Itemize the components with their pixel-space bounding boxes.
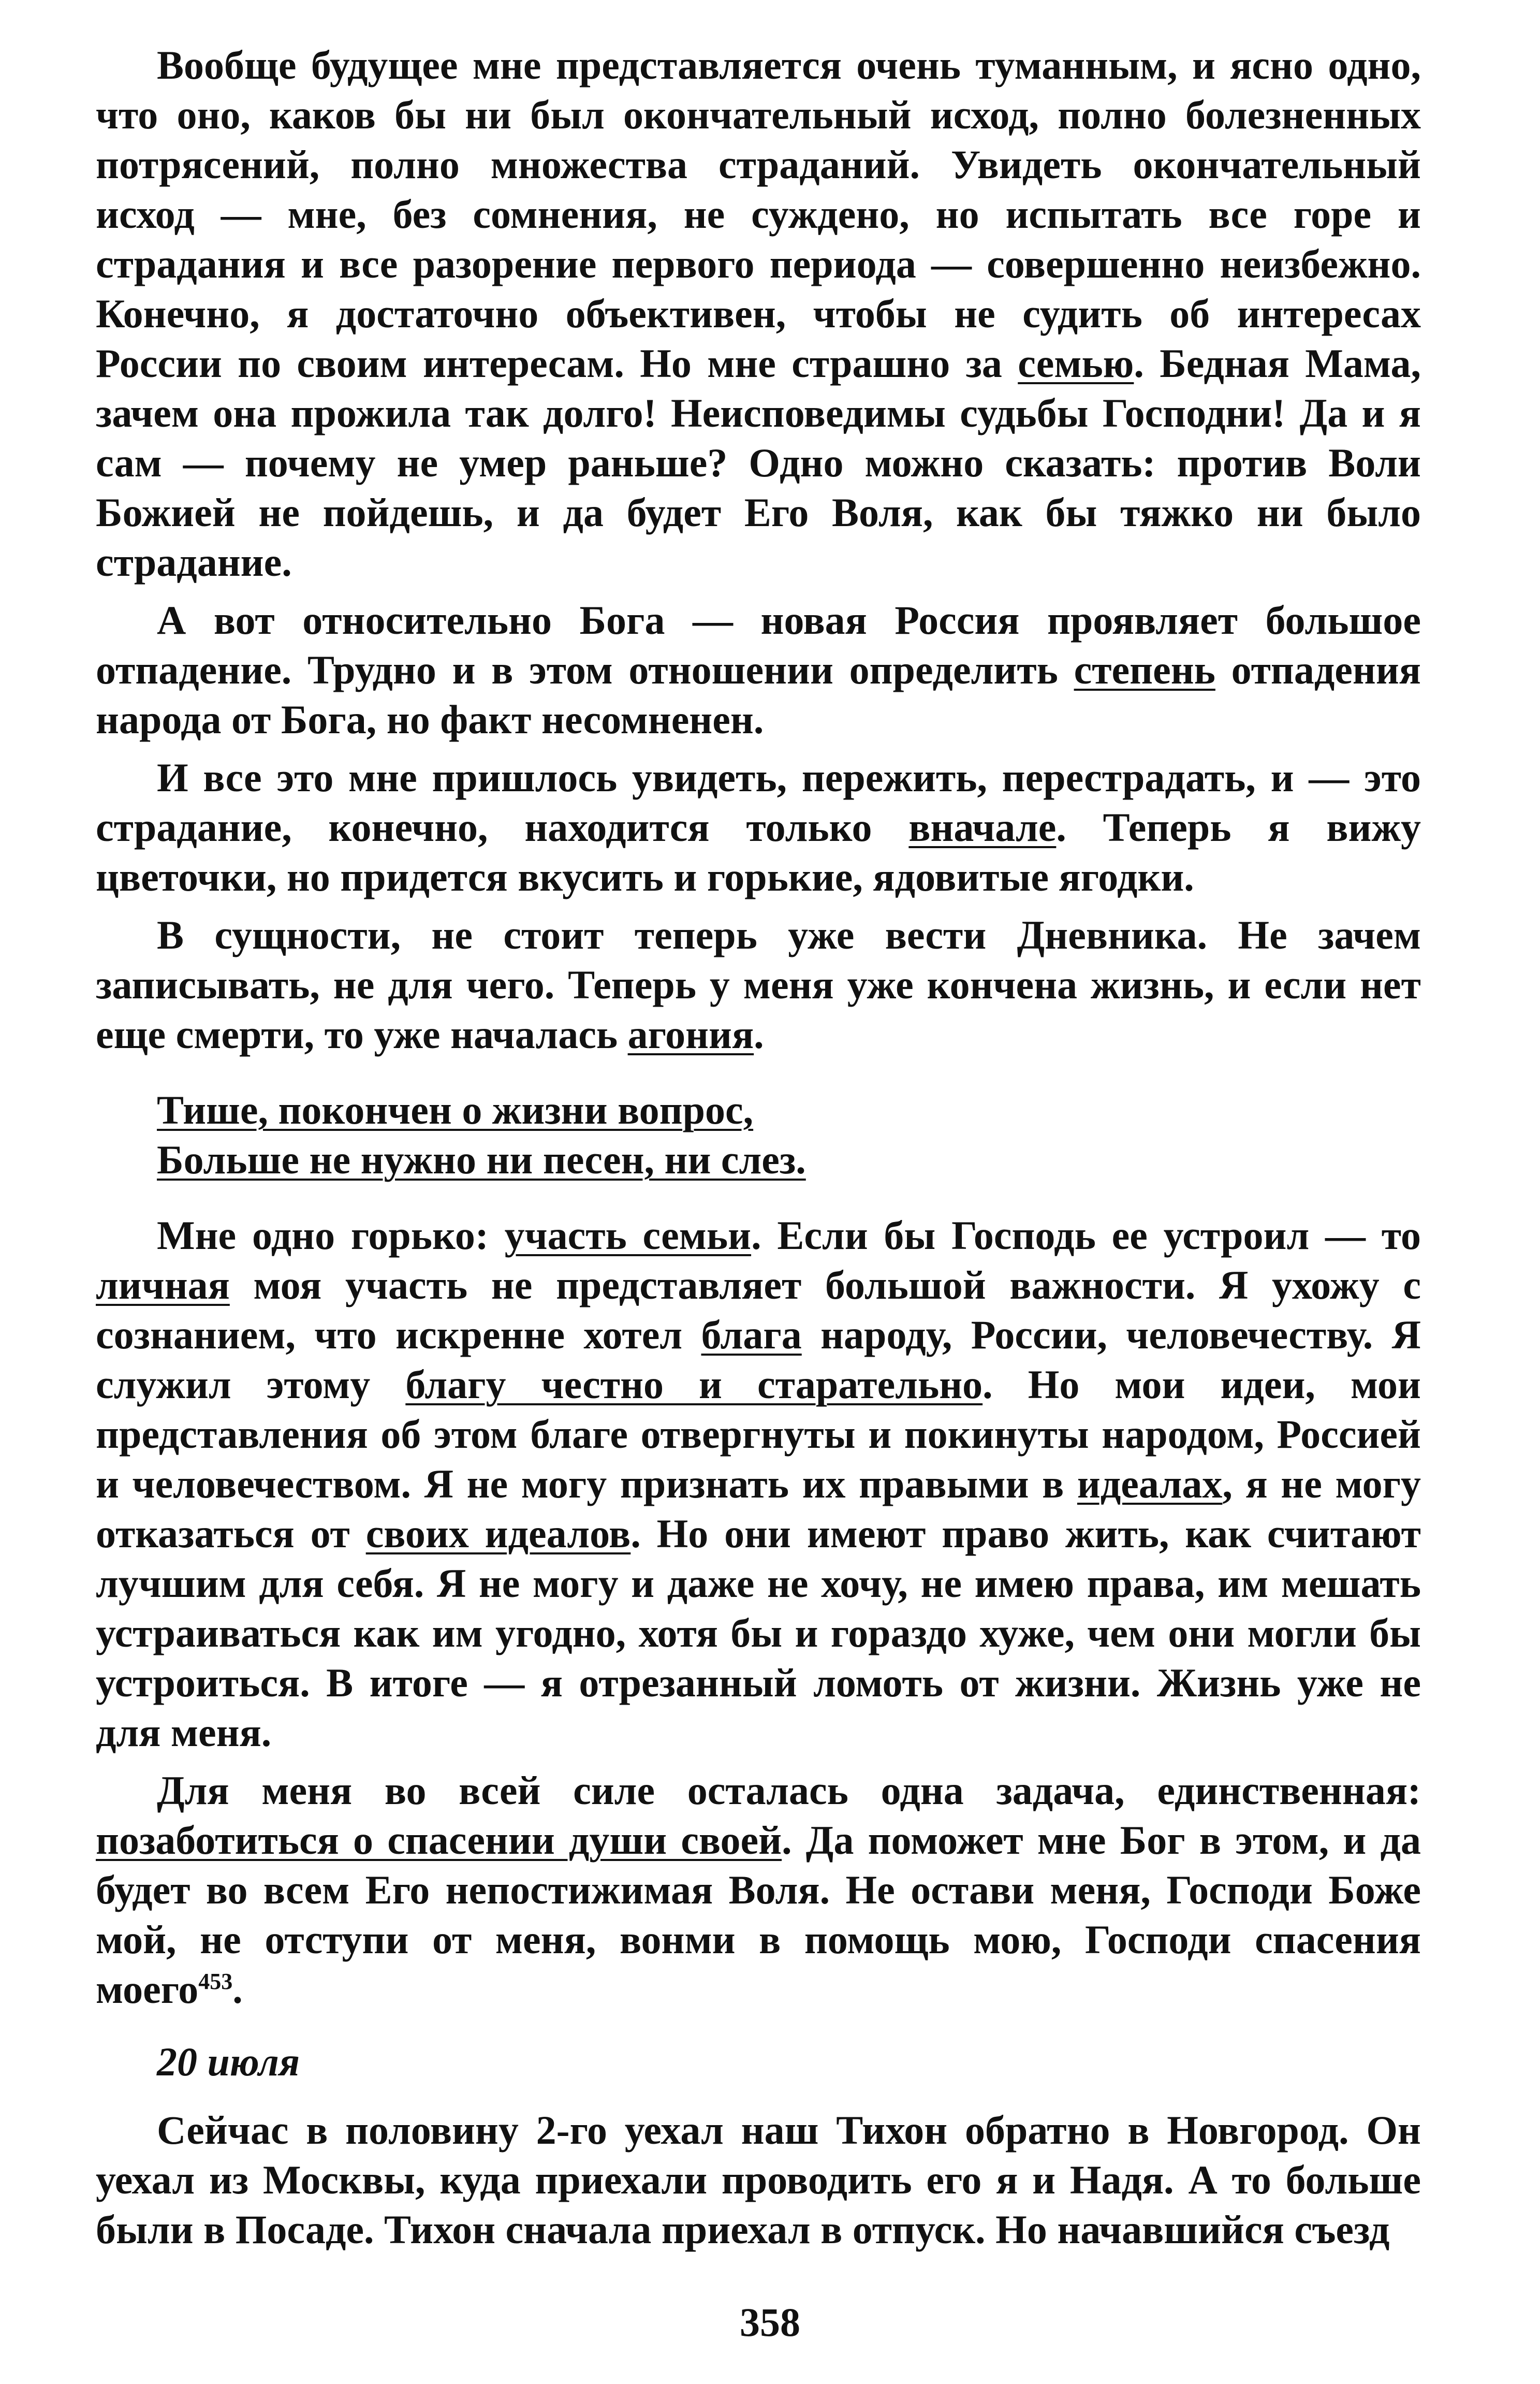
verse-quote	[157, 1085, 1421, 1185]
underlined-text: личная	[96, 1262, 230, 1307]
text-segment: В сущности, не стоит теперь уже вести Дневника. Не зачем записывать, не для чего. Теперь у меня уже кончена жизнь, и если нет еще смерти, то уже началась	[96, 912, 1421, 1057]
paragraph	[96, 2105, 1421, 2255]
verse-line-1: Тише, покончен о жизни вопрос,	[157, 1087, 754, 1132]
text-segment: Вообще будущее мне представляется очень туманным, и ясно одно, что оно, каков бы ни был окончательный исход, полно болезненных потрясений, полно множества страданий. Увидеть окончательный исход — мне, без сомнения, не суждено, но испытать все горе и страдания и все разорение первого периода — совершенно неизбежно. Конечно, я достаточно объективен, чтобы не судить об интересах России по своим интересам. Но мне страшно за	[96, 42, 1421, 386]
text-segment: .	[232, 1967, 243, 2012]
date-heading: 20 июля	[157, 2039, 300, 2084]
underlined-text: семью	[1018, 341, 1134, 386]
page-body	[96, 40, 1421, 2263]
text-segment: . Но мои идеи, мои представления об этом благе отвергнуты и покинуты народом, Россией и человечеством. Я не могу признать их правыми в	[96, 1362, 1421, 1506]
paragraph	[96, 595, 1421, 745]
paragraph	[96, 910, 1421, 1059]
underlined-text: благу честно и старательно	[405, 1362, 983, 1407]
text-segment: . Бедная Мама, зачем она прожила так долго! Неисповедимы судьбы Господни! Да и я сам — почему не умер раньше? Одно можно сказать: против Воли Божией не пойдешь, и да будет Его Воля, как бы тяжко ни было страдание.	[96, 341, 1421, 585]
text-segment: Сейчас в половину 2-го уехал наш Тихон обратно в Новгород. Он уехал из Москвы, куда приехали проводить его я и Надя. А то больше были в Посаде. Тихон сначала приехал в отпуск. Но начавшийся съезд	[96, 2107, 1421, 2252]
text-segment: . Если бы Господь ее устроил — то	[751, 1213, 1421, 1258]
underlined-text: агония	[627, 1012, 754, 1057]
text-block-1	[96, 40, 1421, 1059]
paragraph	[96, 753, 1421, 902]
page-number: 358	[740, 2300, 800, 2345]
text-segment: Мне одно горько:	[157, 1213, 505, 1258]
underlined-text: позаботиться о спасении души своей	[96, 1818, 782, 1863]
text-segment: .	[754, 1012, 764, 1057]
paragraph	[96, 1766, 1421, 2014]
underlined-text: степень	[1074, 647, 1215, 692]
text-segment: , я не могу отказаться от	[96, 1461, 1421, 1556]
text-segment: отпадения народа от Бога, но факт несомненен.	[96, 647, 1421, 742]
text-segment: народу, России, человечеству. Я служил этому	[96, 1312, 1421, 1407]
text-segment: . Да поможет мне Бог в этом, и да будет во всем Его непостижимая Воля. Не остави меня, Господи Боже мой, не отступи от меня, вонми в помощь мою, Господи спасения моего	[96, 1818, 1421, 2012]
text-segment: . Но они имеют право жить, как считают лучшим для себя. Я не могу и даже не хочу, не имею права, им мешать устраиваться как им угодно, хотя бы и гораздо хуже, чем они могли бы устроиться. В итоге — я отрезанный ломоть от жизни. Жизнь уже не для меня.	[96, 1511, 1421, 1755]
text-block-3	[96, 2105, 1421, 2255]
paragraph	[96, 1211, 1421, 1757]
text-segment: Для меня во всей силе осталась одна задача, единственная:	[157, 1768, 1421, 1813]
text-segment: моя участь не представляет большой важности. Я ухожу с сознанием, что искренне хотел	[96, 1262, 1421, 1357]
text-segment: А вот относительно Бога — новая Россия проявляет большое отпадение. Трудно и в этом отношении определить	[96, 598, 1421, 692]
underlined-text: участь семьи	[504, 1213, 752, 1258]
underlined-text: блага	[701, 1312, 802, 1357]
underlined-text: вначале	[908, 805, 1057, 850]
underlined-text: своих идеалов	[365, 1511, 631, 1556]
underlined-text: идеалах	[1077, 1461, 1223, 1506]
footnote-marker: 453	[198, 1969, 233, 1994]
text-segment: И все это мне пришлось увидеть, пережить, перестрадать, и — это страдание, конечно, находится только	[96, 755, 1421, 850]
text-block-2	[96, 1211, 1421, 2014]
verse-line-2: Больше не нужно ни песен, ни слез.	[157, 1137, 806, 1182]
text-segment: . Теперь я вижу цветочки, но придется вкусить и горькие, ядовитые ягодки.	[96, 805, 1421, 899]
paragraph	[96, 40, 1421, 587]
